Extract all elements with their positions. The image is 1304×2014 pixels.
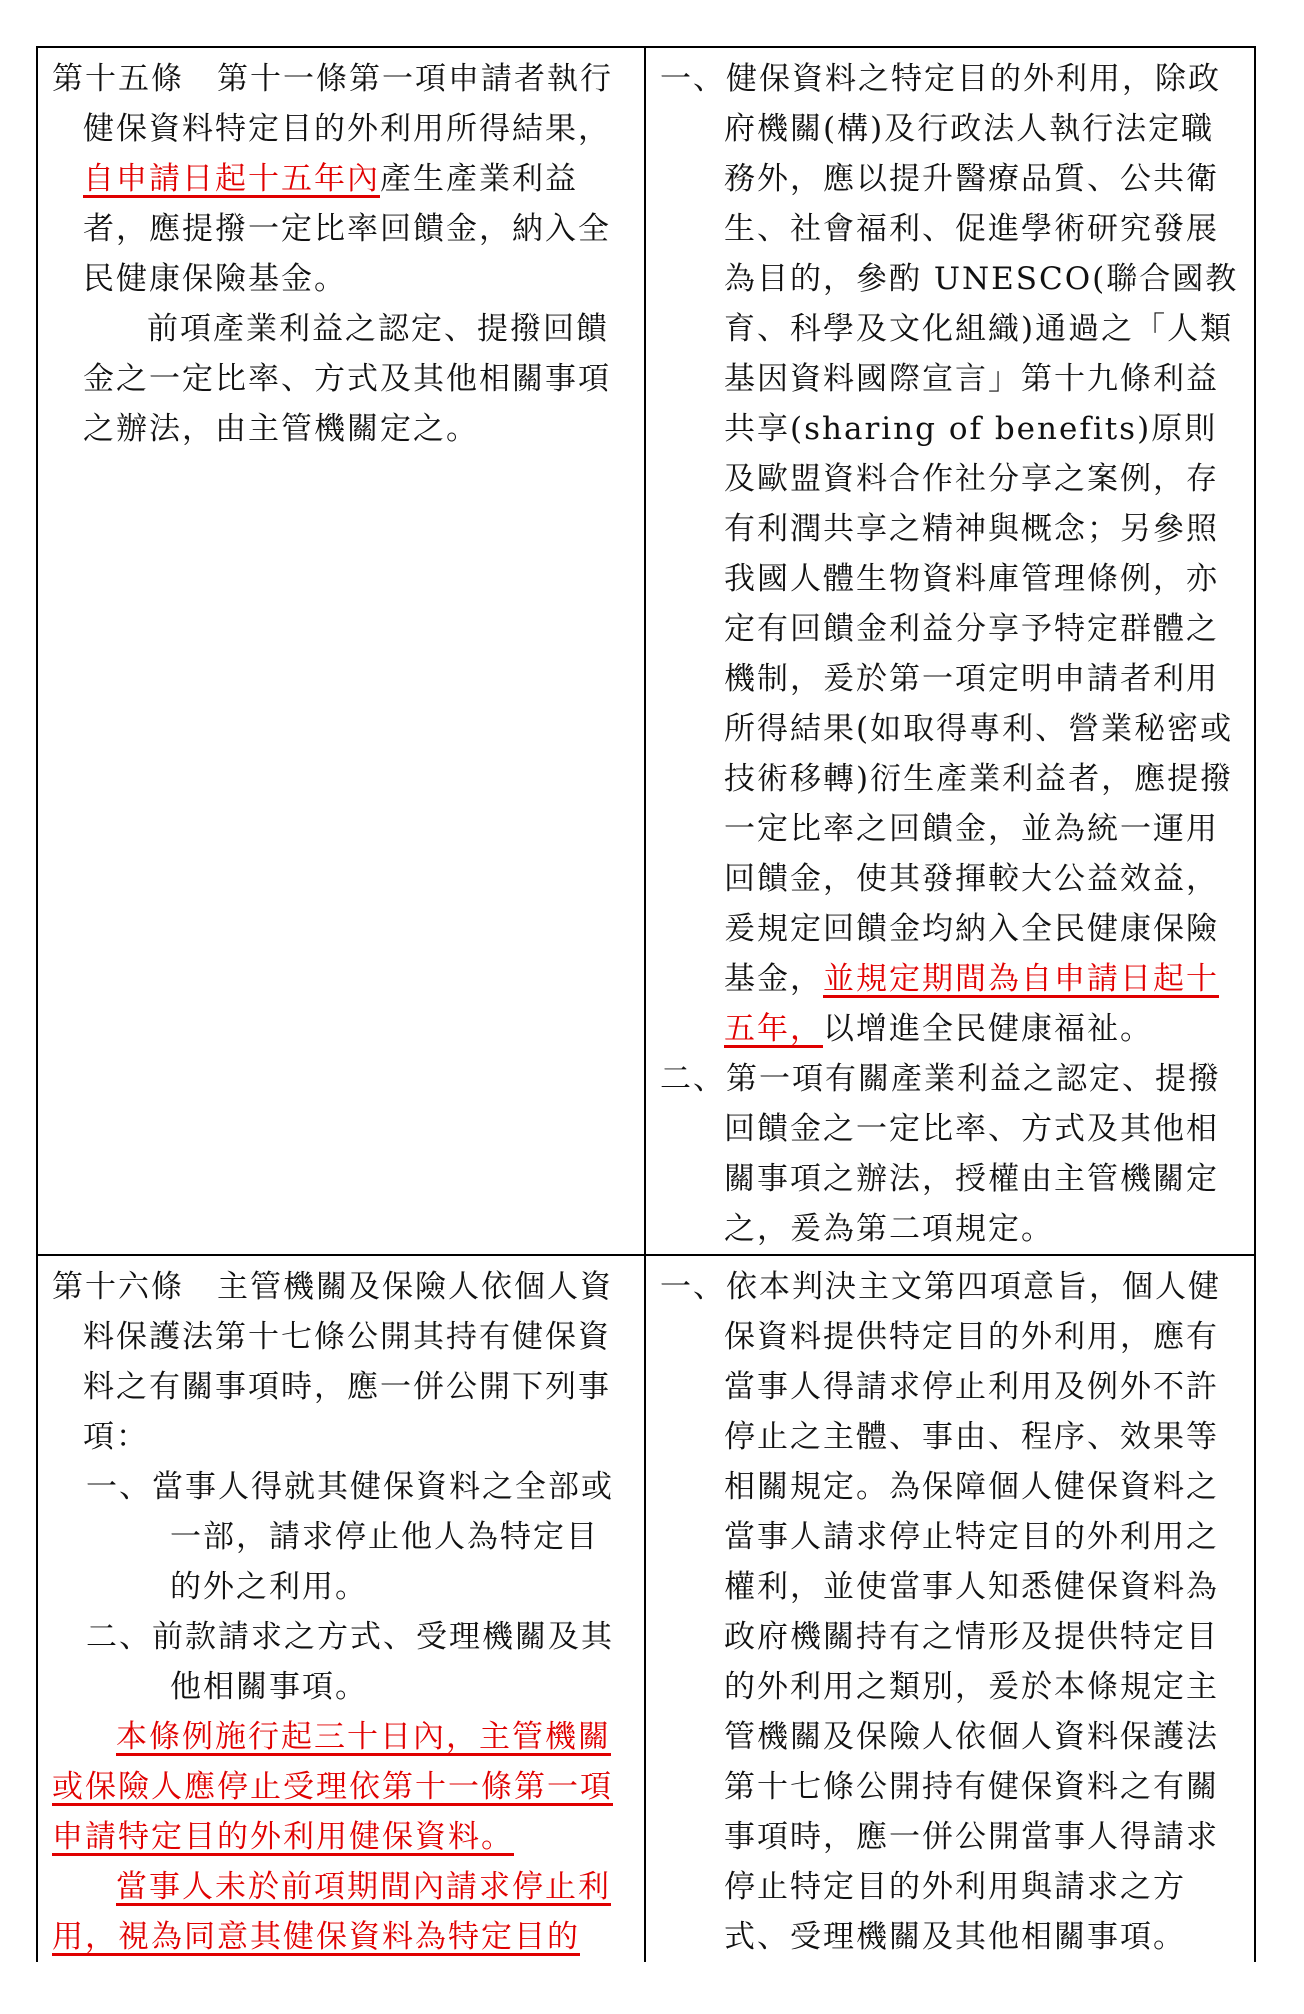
article-15-paragraph-2: 前項產業利益之認定、提撥回饋金之一定比率、方式及其他相關事項之辦法，由主管機關定之。 [83, 311, 611, 447]
article-15-heading: 第十五條 [52, 61, 184, 97]
article-15-amended-text: 自申請日起十五年內 [83, 161, 380, 197]
article-15-provision-cell [37, 47, 645, 1255]
article-15-explanation-cell [645, 47, 1255, 1255]
article-15-explanation-amended-text: 並規定期間為自申請日起十五年， [724, 961, 1219, 1047]
article-16-heading: 第十六條 [52, 1269, 184, 1305]
article-16-paragraph-1: 第十六條 主管機關及保險人依個人資料保護法第十七條公開其持有健保資料之有關事項時，應一併公開下列事項： [52, 1269, 613, 1455]
table-row [37, 1255, 1255, 1962]
article-15-paragraph-1: 第十五條 第十一條第一項申請者執行健保資料特定目的外利用所得結果，自申請日起十五年內產生產業利益者，應提撥一定比率回饋金，納入全民健康保險基金。 [52, 61, 613, 297]
table-row [37, 47, 1255, 1255]
comparison-table [36, 46, 1256, 1962]
article-15-explanation-item-2: 二、第一項有關產業利益之認定、提撥回饋金之一定比率、方式及其他相關事項之辦法，授權由主管機關定之，爰為第二項規定。 [660, 1061, 1221, 1247]
article-16-explanation-cell [645, 1255, 1255, 1962]
document-page [36, 46, 1256, 1966]
article-16-item-2: 二、前款請求之方式、受理機關及其他相關事項。 [86, 1619, 614, 1705]
article-16-paragraph-3: 當事人未於前項期間內請求停止利用，視為同意其健保資料為特定目的 [52, 1869, 611, 1955]
article-16-paragraph-2: 本條例施行起三十日內，主管機關或保險人應停止受理依第十一條第一項申請特定目的外利用健保資料。 [52, 1719, 613, 1855]
article-16-item-1: 一、當事人得就其健保資料之全部或一部，請求停止他人為特定目的外之利用。 [86, 1469, 614, 1605]
article-16-provision-cell [37, 1255, 645, 1962]
article-15-explanation-item-1: 一、健保資料之特定目的外利用，除政府機關(構)及行政法人執行法定職務外，應以提升醫療品質、公共衛生、社會福利、促進學術研究發展為目的，參酌 UNESCO(聯合國教育、科學及文化組織)通過之「人類基因資料國際宣言」第十九條利益共享(sharing of benefits)原則及歐盟資料合作社分享之案例，存有利潤共享之精神與概念；另參照我國人體生物資料庫管理條例，亦定有回饋金利益分享予特定群體之機制，爰於第一項定明申請者利用所得結果(如取得專利、營業秘密或技術移轉)衍生產業利益者，應提撥一定比率之回饋金，並為統一運用回饋金，使其發揮較大公益效益，爰規定回饋金均納入全民健康保險基金，並規定期間為自申請日起十五年，以增進全民健康福祉。 [660, 61, 1239, 1047]
article-16-explanation-item-1: 一、依本判決主文第四項意旨，個人健保資料提供特定目的外利用，應有當事人得請求停止利用及例外不許停止之主體、事由、程序、效果等相關規定。為保障個人健保資料之當事人請求停止特定目的外利用之權利，並使當事人知悉健保資料為政府機關持有之情形及提供特定目的外利用之類別，爰於本條規定主管機關及保險人依個人資料保護法第十七條公開持有健保資料之有關事項時，應一併公開當事人得請求停止特定目的外利用與請求之方式、受理機關及其他相關事項。 [660, 1269, 1221, 1955]
